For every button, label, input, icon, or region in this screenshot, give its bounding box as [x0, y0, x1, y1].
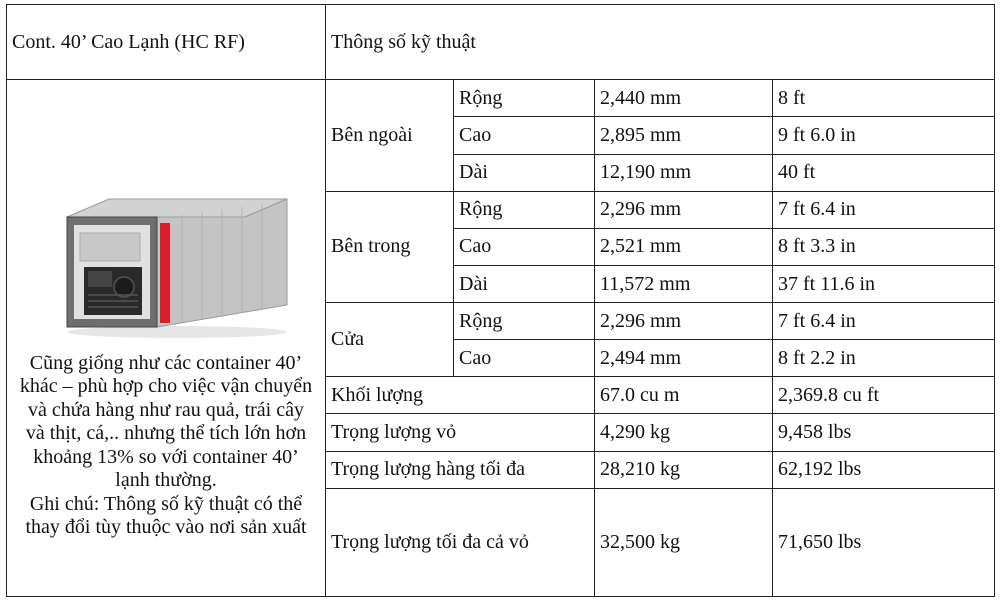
- specs-title: Thông số kỹ thuật: [326, 5, 995, 80]
- imperial-value: 9 ft 6.0 in: [773, 117, 995, 154]
- group-label-interior: Bên trong: [326, 191, 454, 302]
- metric-value: 28,210 kg: [595, 451, 773, 488]
- container-title: Cont. 40’ Cao Lạnh (HC RF): [7, 5, 326, 80]
- spec-table: [6, 4, 995, 597]
- row-label-max-payload: Trọng lượng hàng tối đa: [326, 451, 595, 488]
- dim-label: Cao: [454, 117, 595, 154]
- metric-value: 2,296 mm: [595, 191, 773, 228]
- imperial-value: 62,192 lbs: [773, 451, 995, 488]
- dim-label: Rộng: [454, 303, 595, 340]
- row-label-tare-weight: Trọng lượng vỏ: [326, 414, 595, 451]
- metric-value: 11,572 mm: [595, 265, 773, 302]
- imperial-value: 2,369.8 cu ft: [773, 377, 995, 414]
- imperial-value: 37 ft 11.6 in: [773, 265, 995, 302]
- dim-label: Cao: [454, 340, 595, 377]
- dim-label: Dài: [454, 265, 595, 302]
- imperial-value: 71,650 lbs: [773, 488, 995, 596]
- dim-label: Dài: [454, 154, 595, 191]
- description-cell: [7, 80, 326, 597]
- metric-value: 32,500 kg: [595, 488, 773, 596]
- dim-label: Rộng: [454, 80, 595, 117]
- row-label-max-gross-weight: Trọng lượng tối đa cả vỏ: [326, 488, 595, 596]
- dim-label: Cao: [454, 228, 595, 265]
- imperial-value: 7 ft 6.4 in: [773, 191, 995, 228]
- metric-value: 67.0 cu m: [595, 377, 773, 414]
- row-label-volume: Khối lượng: [326, 377, 595, 414]
- description-note: Ghi chú: Thông số kỹ thuật có thể thay đổi tùy thuộc vào nơi sản xuất: [25, 492, 307, 539]
- imperial-value: 8 ft: [773, 80, 995, 117]
- metric-value: 2,296 mm: [595, 303, 773, 340]
- description-text: Cũng giống như các container 40’ khác – phù hợp cho việc vận chuyển và chứa hàng như rau quả, trái cây và thịt, cá,.. nhưng thể tích lớn hơn khoảng 13% so với container 40’ lạnh thường.: [19, 351, 313, 492]
- dim-label: Rộng: [454, 191, 595, 228]
- metric-value: 12,190 mm: [595, 154, 773, 191]
- imperial-value: 8 ft 3.3 in: [773, 228, 995, 265]
- metric-value: 2,895 mm: [595, 117, 773, 154]
- group-label-exterior: Bên ngoài: [326, 80, 454, 191]
- metric-value: 4,290 kg: [595, 414, 773, 451]
- imperial-value: 9,458 lbs: [773, 414, 995, 451]
- metric-value: 2,494 mm: [595, 340, 773, 377]
- container-image: [12, 137, 320, 352]
- imperial-value: 40 ft: [773, 154, 995, 191]
- imperial-value: 8 ft 2.2 in: [773, 340, 995, 377]
- metric-value: 2,440 mm: [595, 80, 773, 117]
- metric-value: 2,521 mm: [595, 228, 773, 265]
- imperial-value: 7 ft 6.4 in: [773, 303, 995, 340]
- group-label-door: Cửa: [326, 303, 454, 377]
- refrigerated-container-icon: [12, 137, 326, 352]
